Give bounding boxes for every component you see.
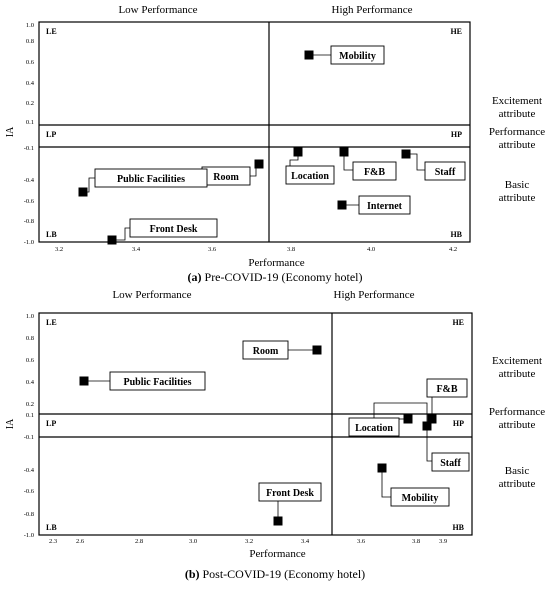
x-tick-label: 3.8 [286,246,296,253]
header-low-performance: Low Performance [118,4,198,16]
x-tick-label: 3.6 [207,246,217,253]
x-tick-label: 2.3 [48,538,58,545]
callout-label: F&B [363,167,386,178]
chart-panel-post-covid [5,289,545,581]
x-tick-label: 2.8 [134,538,144,545]
data-point-public-facilities [79,188,88,197]
data-point-location [404,415,413,424]
header-high-performance: High Performance [333,289,415,301]
figure-caption [185,567,365,581]
y-axis-label: IA [5,418,16,430]
zone-label-lp: LP [46,130,57,139]
caption-tag: (b) [184,567,200,581]
zone-label-lb: LB [46,523,57,532]
data-point-f-b [340,148,349,157]
callout-label: Room [213,172,239,183]
leader-line [427,426,432,461]
x-tick-label: 3.4 [300,538,310,545]
data-point-mobility [378,464,387,473]
callout-label: Front Desk [266,488,314,499]
y-tick-label: 0.8 [25,335,34,342]
y-tick-label: -1.0 [23,532,34,539]
zone-label-he: HE [450,27,462,36]
callout-label: Staff [440,458,461,469]
x-tick-label: 3.4 [131,246,141,253]
y-tick-label: 0.8 [25,38,34,45]
zone-label-hp: HP [450,130,462,139]
x-tick-label: 3.0 [188,538,198,545]
y-axis-label: IA [5,126,16,138]
zone-label-lp: LP [46,419,57,428]
y-tick-label: -1.0 [23,239,34,246]
y-tick-label: -0.6 [23,488,34,495]
data-point-location [294,148,303,157]
callout-label: Staff [434,167,456,178]
y-tick-label: -0.1 [23,434,34,441]
y-tick-label: 0.6 [25,357,34,364]
side-label-performance-line2: attribute [498,419,536,431]
x-tick-label: 2.6 [75,538,85,545]
callout-label: Room [252,346,279,357]
y-tick-label: 0.1 [25,119,34,126]
callout-label: Front Desk [149,224,198,235]
data-point-mobility [305,51,314,60]
data-point-room [313,346,322,355]
header-low-performance: Low Performance [112,289,192,301]
side-label-excitement-line1: Excitement [491,95,543,107]
side-label-excitement-line2: attribute [498,368,536,380]
side-label-basic-line2: attribute [498,478,536,490]
y-tick-label: -0.8 [23,511,34,518]
side-label-performance-line1: Performance [488,126,546,138]
chart-panel-pre-covid [5,4,545,284]
zone-label-he: HE [452,318,464,327]
callout-label: Location [355,423,393,434]
y-tick-label: 1.0 [25,313,34,320]
y-tick-label: 0.2 [25,100,34,107]
side-label-performance-line1: Performance [488,406,546,418]
y-tick-label: 0.6 [25,59,34,66]
callout-label: Public Facilities [116,174,186,185]
side-label-excitement-line2: attribute [498,108,536,120]
data-point-front-desk [108,236,117,245]
callout-label: Location [291,171,329,182]
x-axis-label: Performance [249,548,306,560]
zone-label-lb: LB [46,230,57,239]
x-axis-label: Performance [248,257,305,269]
figure-caption [188,270,363,284]
zone-label-hp: HP [452,419,464,428]
caption-text: Pre-COVID-19 (Economy hotel) [201,270,363,284]
x-tick-label: 4.2 [448,246,458,253]
zone-label-le: LE [46,318,57,327]
header-high-performance: High Performance [331,4,413,16]
callout-label: F&B [436,384,458,395]
callout-label: Mobility [339,51,376,62]
x-tick-label: 3.2 [54,246,64,253]
data-point-room [255,160,264,169]
side-label-basic-line1: Basic [504,465,530,477]
x-tick-label: 3.8 [411,538,421,545]
x-tick-label: 3.9 [438,538,448,545]
data-point-staff [423,422,432,431]
data-point-public-facilities [80,377,89,386]
callout-label: Mobility [401,493,439,504]
y-tick-label: -0.4 [23,177,34,184]
data-point-front-desk [274,517,283,526]
y-tick-label: -0.8 [23,218,34,225]
y-tick-label: 0.4 [25,80,34,87]
side-label-basic-line2: attribute [498,192,536,204]
x-tick-label: 3.2 [244,538,254,545]
callout-label: Internet [367,201,402,212]
y-tick-label: 1.0 [25,22,34,29]
caption-text: Post-COVID-19 (Economy hotel) [199,567,366,581]
y-tick-label: -0.1 [23,145,34,152]
data-point-internet [338,201,347,210]
zone-label-le: LE [46,27,57,36]
zone-label-hb: HB [452,523,464,532]
y-tick-label: -0.6 [23,198,34,205]
data-point-staff [402,150,411,159]
y-tick-label: -0.4 [23,467,34,474]
callout-label: Public Facilities [123,377,192,388]
side-label-performance-line2: attribute [498,139,536,151]
side-label-basic-line1: Basic [504,179,530,191]
x-tick-label: 4.0 [366,246,376,253]
side-label-excitement-line1: Excitement [491,355,543,367]
y-tick-label: 0.2 [25,401,34,408]
caption-tag: (a) [187,270,202,284]
zone-label-hb: HB [450,230,462,239]
y-tick-label: 0.1 [25,412,34,419]
x-tick-label: 3.6 [356,538,366,545]
y-tick-label: 0.4 [25,379,34,386]
